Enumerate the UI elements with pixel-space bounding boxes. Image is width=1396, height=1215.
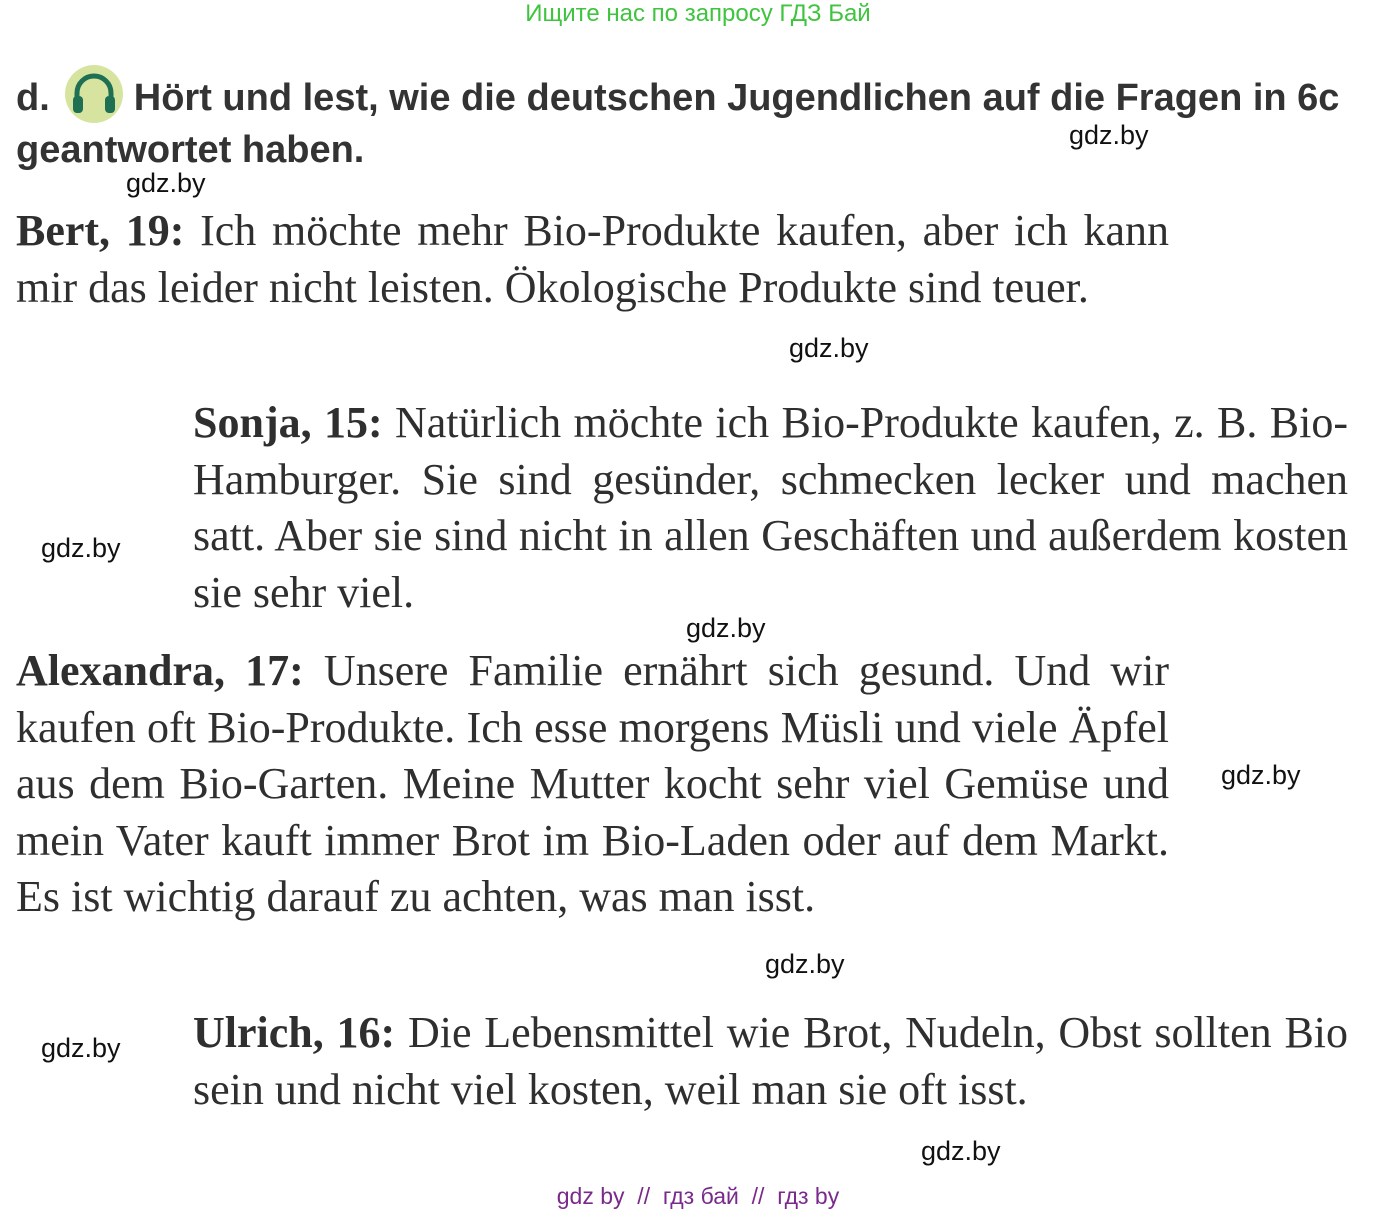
answer-text: Natürlich möchte ich Bio-Produkte kaufen, z. B. Bio-Hamburger. Sie sind gesünder, schmecken lecker und machen satt. Aber sie sind nicht in allen Geschäften und außerdem kosten sie sehr viel. bbox=[193, 398, 1348, 617]
task-text: Hört und lest, wie die deutschen Jugendlichen auf die Fragen in 6c geantwortet haben. bbox=[16, 77, 1340, 171]
answer-text: Ich möchte mehr Bio-Produkte kaufen, aber ich kann mir das leider nicht leisten. Ökologische Produkte sind teuer. bbox=[16, 206, 1169, 312]
watermark: gdz.by bbox=[1069, 120, 1149, 150]
footer-watermark: gdz by // гдз бай // гдз by bbox=[556, 1183, 840, 1209]
search-hint: Ищите нас по запросу ГДЗ Бай bbox=[525, 0, 871, 27]
speaker-name: Ulrich, 16: bbox=[193, 1008, 396, 1057]
speaker-name: Bert, 19: bbox=[16, 206, 185, 255]
answer-text: Unsere Familie ernährt sich gesund. Und wir kaufen oft Bio-Produkte. Ich esse morgens Müsli und viele Äpfel aus dem Bio-Garten. Meine Mutter kocht sehr viel Gemüse und mein Vater kauft immer Brot im Bio-Laden oder auf dem Markt. Es ist wichtig darauf zu achten, was man isst. bbox=[16, 646, 1169, 921]
answer-bert bbox=[16, 203, 1169, 316]
answer-text: Die Lebensmittel wie Brot, Nudeln, Obst sollten Bio sein und nicht viel kosten, weil man sie oft isst. bbox=[193, 1008, 1349, 1114]
watermark: gdz.by bbox=[789, 333, 869, 363]
speaker-name: Sonja, 15: bbox=[193, 398, 383, 447]
watermark: gdz.by bbox=[126, 168, 206, 198]
watermark: gdz.by bbox=[921, 1136, 1001, 1166]
watermark: gdz.by bbox=[686, 613, 766, 643]
watermark: gdz.by bbox=[41, 1033, 121, 1063]
headphones-icon[interactable] bbox=[64, 64, 124, 124]
watermark: gdz.by bbox=[41, 533, 121, 563]
answer-sonja bbox=[193, 395, 1348, 621]
answer-ulrich bbox=[193, 1005, 1348, 1118]
task-letter: d. bbox=[16, 77, 50, 119]
watermark: gdz.by bbox=[765, 949, 845, 979]
answer-alexandra bbox=[16, 643, 1169, 926]
task-heading bbox=[16, 64, 1376, 176]
speaker-name: Alexandra, 17: bbox=[16, 646, 304, 695]
watermark: gdz.by bbox=[1221, 760, 1301, 790]
